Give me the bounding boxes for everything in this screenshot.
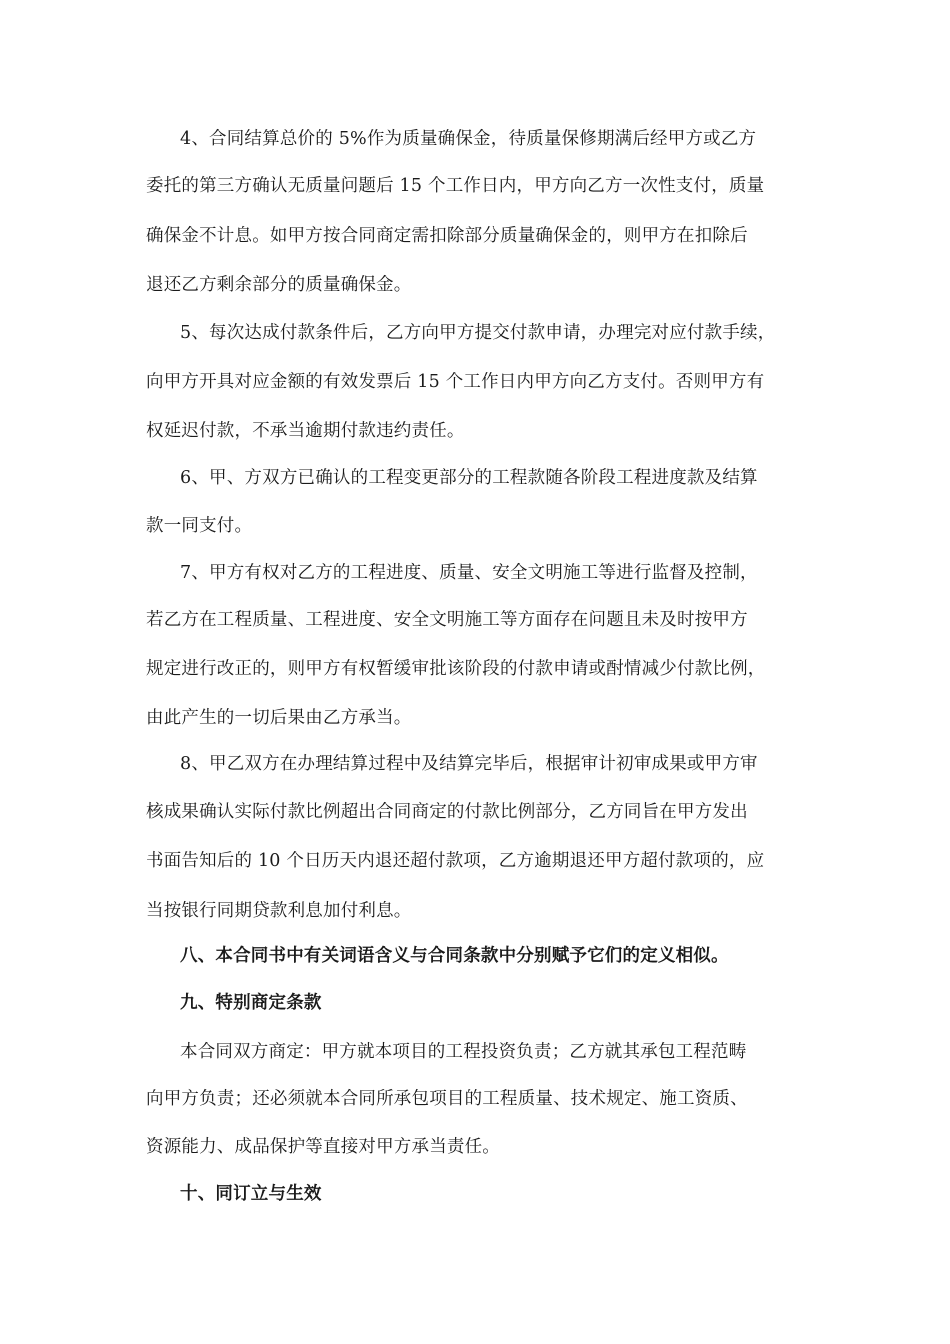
section-heading-9: 九、特别商定条款 [180, 993, 322, 1013]
paragraph-line: 权延迟付款，不承当逾期付款违约责任。 [146, 421, 465, 441]
paragraph-line: 核成果确认实际付款比例超出合同商定的付款比例部分，乙方同旨在甲方发出 [146, 802, 748, 822]
paragraph-line: 8、甲乙双方在办理结算过程中及结算完毕后，根据审计初审成果或甲方审 [180, 754, 758, 774]
paragraph-line: 退还乙方剩余部分的质量确保金。 [146, 275, 412, 295]
section-heading-10: 十、同订立与生效 [180, 1184, 322, 1204]
paragraph-line: 款一同支付。 [146, 516, 253, 536]
paragraph-line: 委托的第三方确认无质量问题后 15 个工作日内，甲方向乙方一次性支付，质量 [146, 176, 765, 196]
paragraph-line: 向甲方负责；还必须就本合同所承包项目的工程质量、技术规定、施工资质、 [146, 1089, 748, 1109]
paragraph-line: 本合同双方商定：甲方就本项目的工程投资负责；乙方就其承包工程范畴 [180, 1042, 747, 1062]
paragraph-line: 6、甲、方双方已确认的工程变更部分的工程款随各阶段工程进度款及结算 [180, 468, 758, 488]
paragraph-line: 书面告知后的 10 个日历天内退还超付款项，乙方逾期退还甲方超付款项的，应 [146, 851, 765, 871]
paragraph-line: 规定进行改正的，则甲方有权暂缓审批该阶段的付款申请或酎情减少付款比例， [146, 659, 766, 679]
paragraph-line: 7、甲方有权对乙方的工程进度、质量、安全文明施工等进行监督及控制， [180, 563, 758, 583]
paragraph-line: 资源能力、成品保护等直接对甲方承当责任。 [146, 1137, 500, 1157]
paragraph-line: 若乙方在工程质量、工程进度、安全文明施工等方面存在问题且未及时按甲方 [146, 610, 748, 630]
paragraph-line: 5、每次达成付款条件后，乙方向甲方提交付款申请，办理完对应付款手续， [180, 323, 776, 343]
paragraph-line: 4、合同结算总价的 5%作为质量确保金，待质量保修期满后经甲方或乙方 [180, 129, 757, 149]
paragraph-line: 向甲方开具对应金额的有效发票后 15 个工作日内甲方向乙方支付。否则甲方有 [146, 372, 765, 392]
paragraph-line: 由此产生的一切后果由乙方承当。 [146, 708, 412, 728]
paragraph-line: 确保金不计息。如甲方按合同商定需扣除部分质量确保金的，则甲方在扣除后 [146, 226, 748, 246]
section-heading-8: 八、本合同书中有关词语含义与合同条款中分别赋予它们的定义相似。 [180, 946, 729, 966]
paragraph-line: 当按银行同期贷款利息加付利息。 [146, 901, 412, 921]
